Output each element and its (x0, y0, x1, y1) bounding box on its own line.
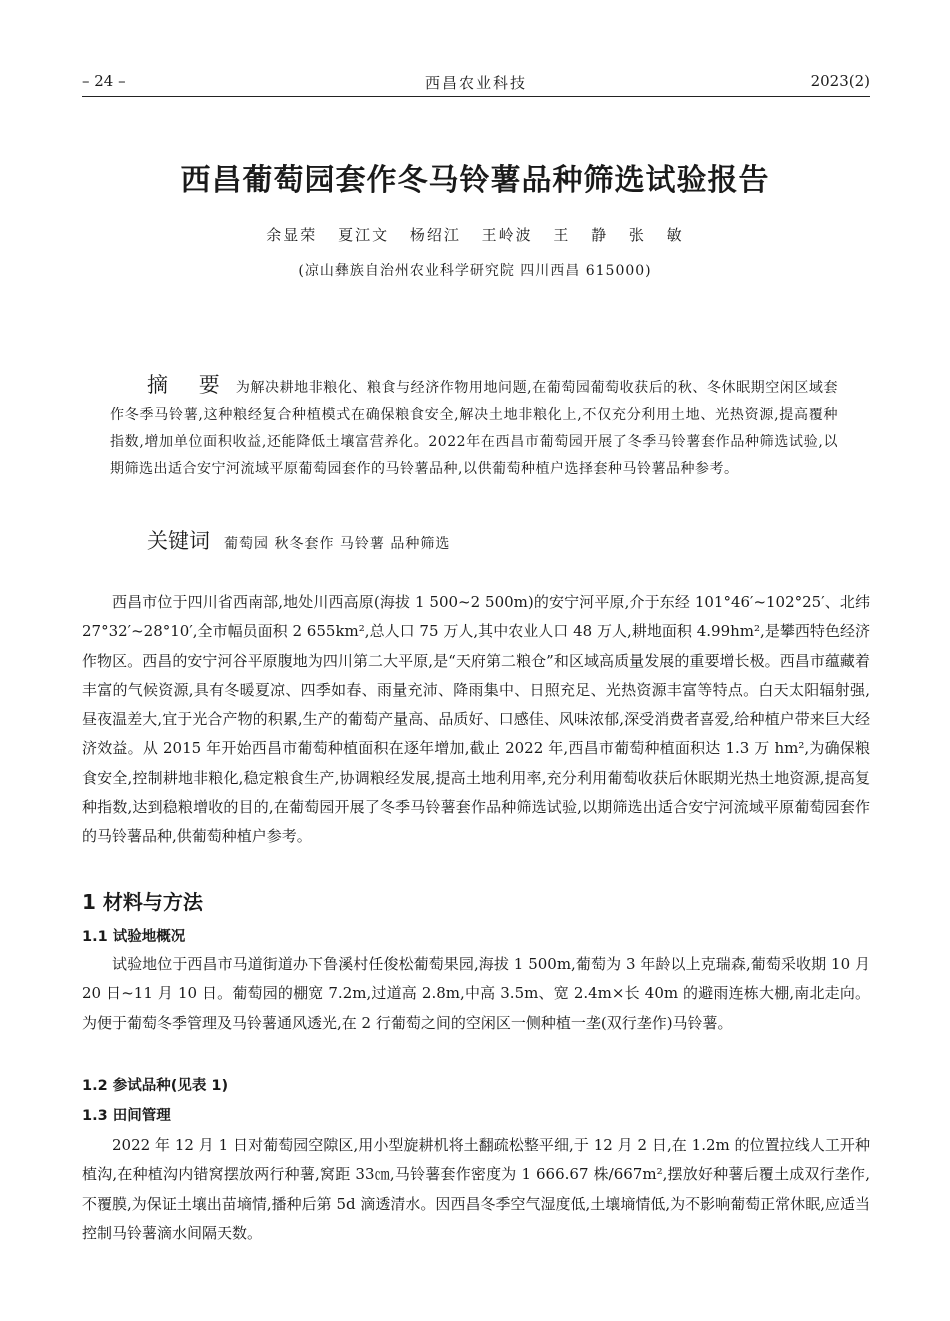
author-list: 余显荣 夏江文 杨绍江 王岭波 王 静 张 敏 (266, 226, 684, 244)
journal-name: 西昌农业科技 (424, 74, 527, 92)
author-affiliation: (凉山彝族自治州农业科学研究院 四川西昌 615000) (298, 263, 652, 279)
abstract-label: 摘 要 (147, 373, 232, 397)
section-1-1-body (82, 950, 870, 1038)
section-1-heading: 1 材料与方法 (82, 890, 203, 914)
running-header (82, 70, 870, 97)
section-1-3-heading: 1.3 田间管理 (82, 1108, 171, 1124)
section-1-1-paragraph: 试验地位于西昌市马道街道办下鲁溪村任俊松葡萄果园,海拔 1 500m,葡萄为 3 年龄以上克瑞森,葡萄采收期 10 月 20 日~11 月 10 日。葡萄园的棚宽 7.2m,过道高 2.8m,中高 3.5m、宽 2.4m×长 40m 的避雨连栋大棚,南北走向。为便于葡萄冬季管理及马铃薯通风透光,在 2 行葡萄之间的空闲区一侧种植一垄(双行垄作)马铃薯。 (82, 955, 870, 1032)
section-1-1-heading: 1.1 试验地概况 (82, 929, 186, 945)
section-1-2-heading: 1.2 参试品种(见表 1) (82, 1078, 229, 1094)
keywords-text: 葡萄园 秋冬套作 马铃薯 品种筛选 (224, 536, 451, 552)
article-title: 西昌葡萄园套作冬马铃薯品种筛选试验报告 (180, 163, 770, 198)
section-1-3-paragraph: 2022 年 12 月 1 日对葡萄园空隙区,用小型旋耕机将土翻疏松整平细,于 12 月 2 日,在 1.2m 的位置拉线人工开种植沟,在种植沟内错窝摆放两行种薯,窝距 33㎝,马铃薯套作密度为 1 666.67 株/667m²,摆放好种薯后覆土成双行垄作,不覆膜,为保证土壤出苗墒情,播种后第 5d 滴透清水。因西昌冬季空气湿度低,土壤墒情低,为不影响葡萄正常休眠,应适当控制马铃薯滴水间隔天数。 (82, 1136, 870, 1242)
abstract-text: 为解决耕地非粮化、粮食与经济作物用地问题,在葡萄园葡萄收获后的秋、冬休眠期空闲区域套作冬季马铃薯,这种粮经复合种植模式在确保粮食安全,解决土地非粮化上,不仅充分利用土地、光热资源,提高覆种指数,增加单位面积收益,还能降低土壤富营养化。2022年在西昌市葡萄园开展了冬季马铃薯套作品种筛选试验,以期筛选出适合安宁河流域平原葡萄园套作的马铃薯品种,以供葡萄种植户选择套种马铃薯品种参考。 (110, 380, 838, 477)
keywords-block (147, 525, 450, 555)
keywords-label: 关键词 (147, 529, 210, 553)
intro-section (82, 588, 870, 852)
abstract-block (110, 372, 838, 483)
issue-number: 2023(2) (810, 72, 870, 90)
intro-paragraph: 西昌市位于四川省西南部,地处川西高原(海拔 1 500~2 500m)的安宁河平原,介于东经 101°46′~102°25′、北纬 27°32′~28°10′,全市幅员面积 2 655km²,总人口 75 万人,其中农业人口 48 万人,耕地面积 4.99hm²,是攀西特色经济作物区。西昌的安宁河谷平原腹地为四川第二大平原,是“天府第二粮仓”和区域高质量发展的重要增长极。西昌市蕴藏着丰富的气候资源,具有冬暖夏凉、四季如春、雨量充沛、降雨集中、日照充足、光热资源丰富等特点。白天太阳辐射强,昼夜温差大,宜于光合产物的积累,生产的葡萄产量高、品质好、口感佳、风味浓郁,深受消费者喜爱,给种植户带来巨大经济效益。从 2015 年开始西昌市葡萄种植面积在逐年增加,截止 2022 年,西昌市葡萄种植面积达 1.3 万 hm²,为确保粮食安全,控制耕地非粮化,稳定粮食生产,协调粮经发展,提高土地利用率,充分利用葡萄收获后休眠期光热土地资源,提高复种指数,达到稳粮增收的目的,在葡萄园开展了冬季马铃薯套作品种筛选试验,以期筛选出适合安宁河流域平原葡萄园套作的马铃薯品种,供葡萄种植户参考。 (82, 593, 870, 846)
section-1-3-body (82, 1131, 870, 1248)
page-number: – 24 – (82, 72, 126, 90)
